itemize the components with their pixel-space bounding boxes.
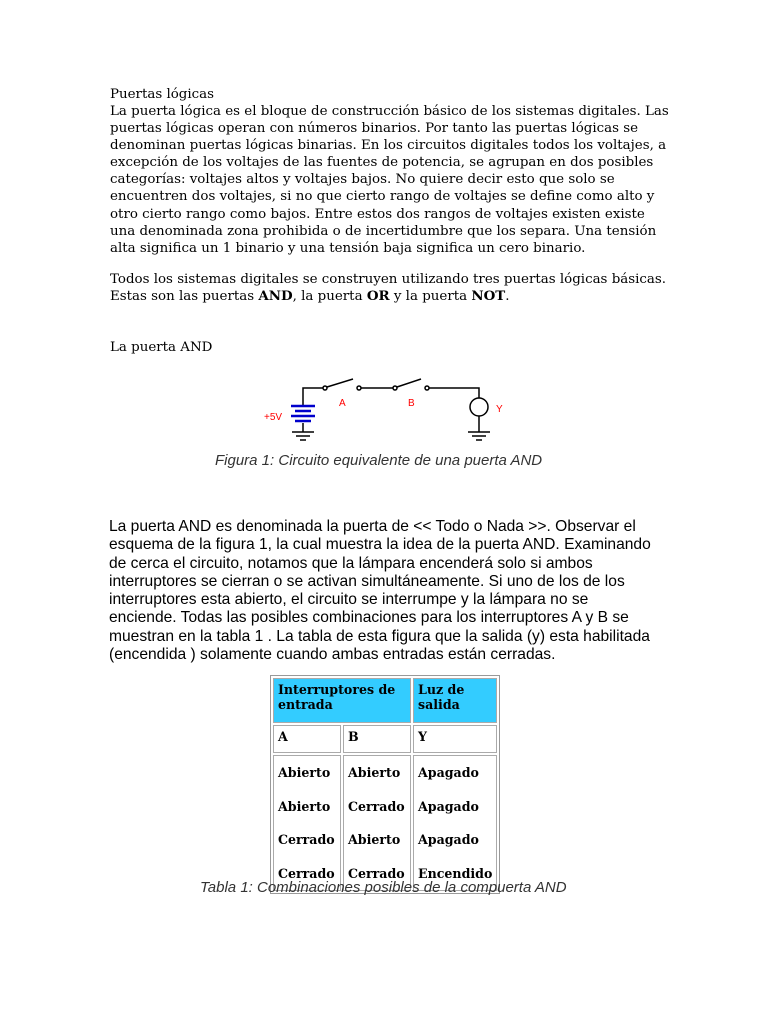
paragraph-text: . [505, 289, 510, 305]
switch-a-blade [327, 379, 353, 387]
paragraph-text: , la puerta [292, 289, 367, 305]
table-caption: Tabla 1: Combinaciones posibles de la compuerta AND [200, 879, 567, 896]
table-cell: Cerrado [278, 865, 335, 881]
table-cell: Abierto [348, 832, 401, 848]
table-cell: Abierto [348, 765, 401, 780]
table-cell: Apagado [418, 798, 479, 814]
column-a-values [273, 755, 341, 891]
column-y-values [413, 755, 497, 891]
or-term: OR [366, 288, 390, 305]
switch-a-contact [323, 386, 327, 390]
switch-a-label: A [339, 398, 346, 409]
switch-b-blade [397, 379, 421, 387]
table-header-output: Luz de salida [413, 678, 497, 723]
not-term: NOT [471, 288, 506, 305]
table-cell: Cerrado [278, 832, 335, 848]
and-gate-paragraph: La puerta AND es denominada la puerta de << Todo o Nada >>. Observar el esquema de la figura 1, la cual muestra la idea de la puerta AND. Examinando de cerca el circuito, notamos que la lámpara encenderá solo si ambos interruptores se cierran o se activan simultáneamente. Si uno de los de los interruptores esta abierto, el circuito se interrumpe y la lámpara no se enciende. Todas las posibles combinaciones para los interruptores A y B se muestran en la tabla 1 . La tabla de esta figura que la salida (y) esta habilitada (encendida ) solamente cuando ambas entradas están cerradas. [109, 518, 651, 664]
figure-caption: Figura 1: Circuito equivalente de una puerta AND [215, 452, 543, 469]
lamp-label: Y [496, 404, 503, 415]
basic-gates-paragraph [110, 271, 670, 305]
paragraph-text: Todos los sistemas digitales se construyen utilizando tres puertas lógicas básicas. Estas son las puertas [110, 272, 667, 305]
column-a: A [273, 725, 341, 753]
column-b-values [343, 755, 411, 891]
document-title: Puertas lógicas [110, 87, 215, 102]
voltage-label: +5V [264, 412, 283, 423]
truth-table [270, 675, 500, 894]
table-body-row [273, 755, 497, 891]
table-cell: Apagado [418, 765, 479, 780]
table-cell: Cerrado [348, 865, 405, 881]
table-cell: Abierto [278, 798, 331, 814]
column-b: B [343, 725, 411, 753]
table-cell: Abierto [278, 765, 331, 780]
table-cell: Encendido [418, 865, 493, 881]
column-y: Y [413, 725, 497, 753]
table-header-input: Interruptores de entrada [273, 678, 411, 723]
table-header-row [273, 678, 497, 723]
intro-paragraph: La puerta lógica es el bloque de construcción básico de los sistemas digitales. Las puertas lógicas operan con números binarios. Por tanto las puertas lógicas se denominan puertas lógicas binarias. En los circuitos digitales todos los voltajes, a excepción de los voltajes de las fuentes de potencia, se agrupan en dos posibles categorías: voltajes altos y voltajes bajos. No quiere decir esto que solo se encuentren dos voltajes, si no que cierto rango de voltajes se define como alto y otro cierto rango como bajos. Entre estos dos rangos de voltajes existen existe una denominada zona prohibida o de incertidumbre que los separa. Una tensión alta significa un 1 binario y una tensión baja significa un cero binario. [110, 104, 669, 256]
and-term: AND [258, 288, 293, 305]
lamp-icon [470, 398, 488, 416]
switch-b-label: B [408, 398, 415, 409]
and-circuit-diagram [255, 370, 515, 450]
table-cell: Apagado [418, 832, 479, 848]
switch-b-contact [425, 386, 429, 390]
switch-b-contact [393, 386, 397, 390]
and-gate-heading: La puerta AND [110, 340, 213, 355]
table-cell: Cerrado [348, 798, 405, 814]
table-column-row [273, 725, 497, 753]
switch-a-contact [357, 386, 361, 390]
circuit-wire [303, 388, 323, 405]
paragraph-text: y la puerta [389, 289, 472, 305]
circuit-wire [429, 388, 479, 398]
